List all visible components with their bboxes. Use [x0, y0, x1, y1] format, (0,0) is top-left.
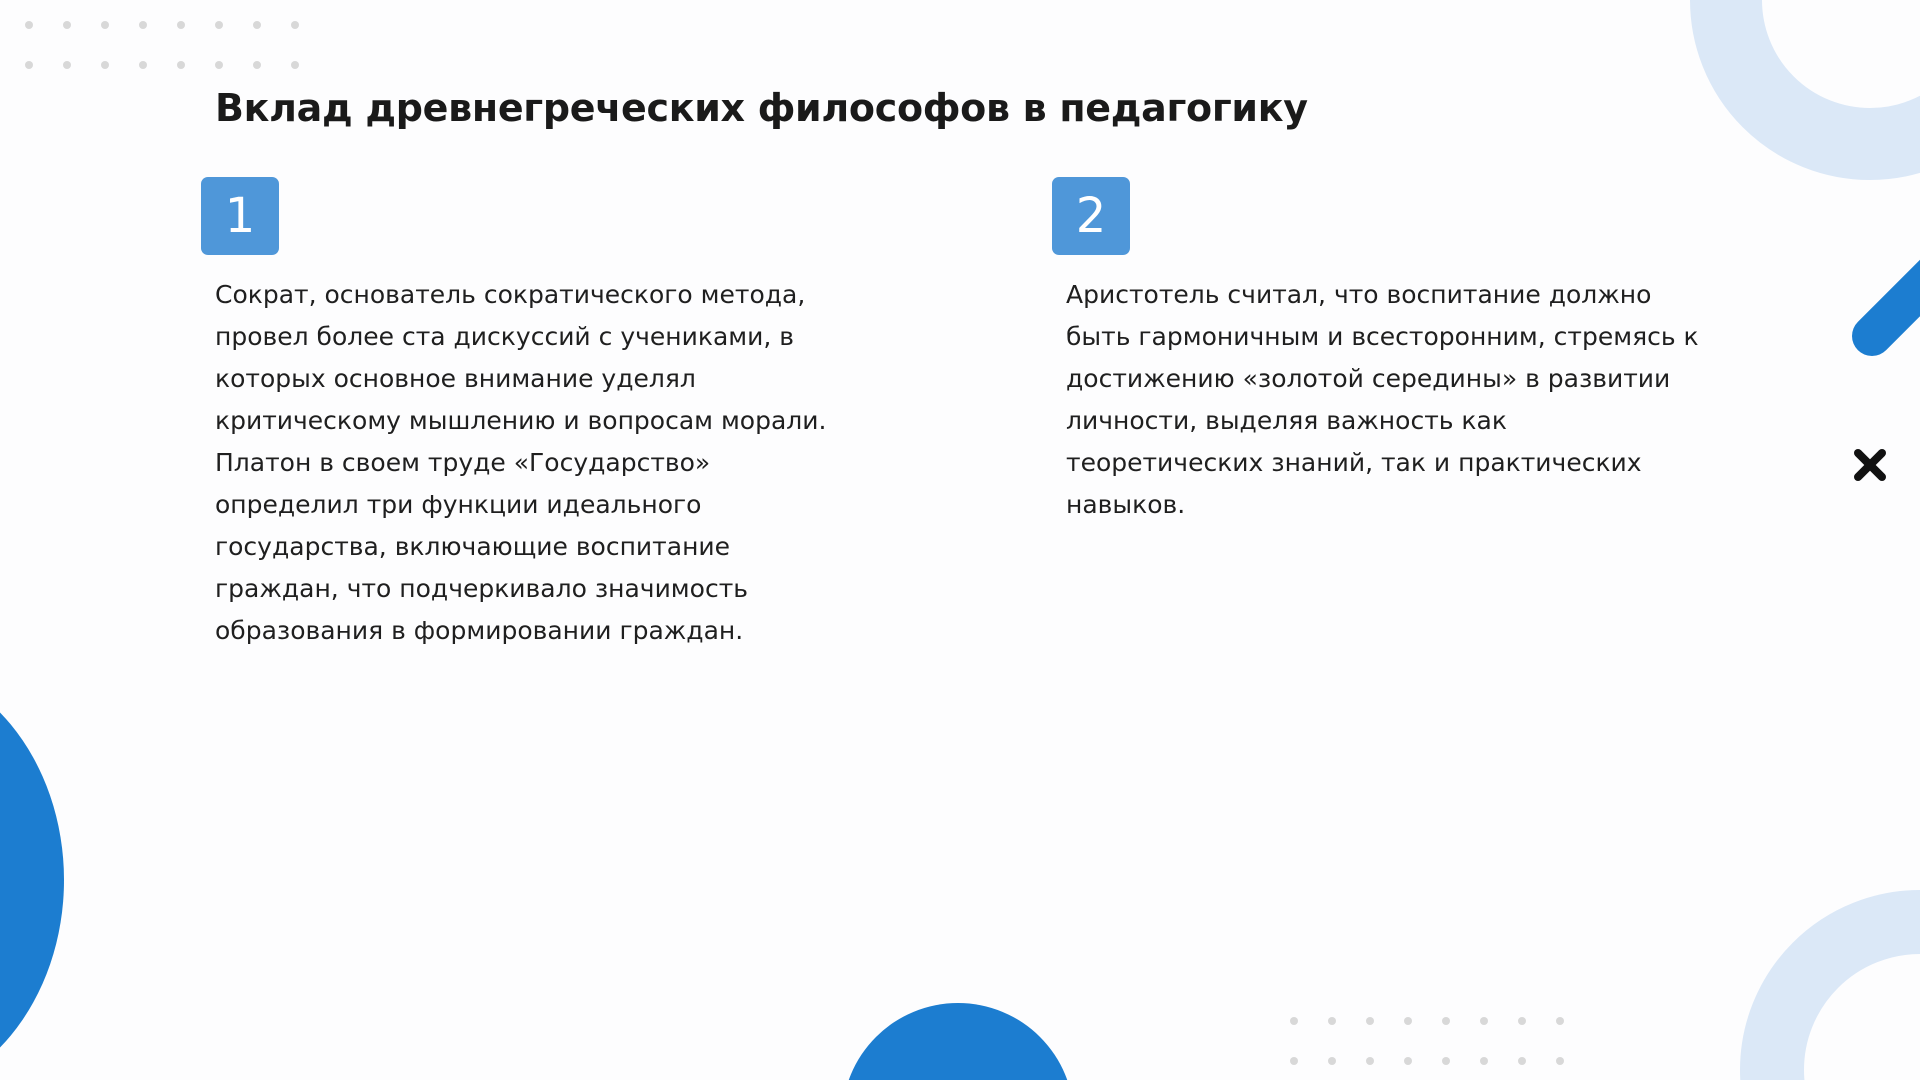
- decorative-circle-left: [0, 660, 64, 1080]
- paragraph-1: Сократ, основатель сократического метода, провел более ста дискуссий с учениками, в которых основное внимание уделял критическому мышлению и вопросам морали. Платон в своем труде «Государство» определил три функции идеального государства, включающие воспитание граждан, что подчеркивало значимость образования в формировании граждан.: [215, 280, 827, 645]
- paragraph-2: Аристотель считал, что воспитание должно быть гармоничным и всесторонним, стремясь к достижению «золотой середины» в развитии личности, выделяя важность как теоретических знаний, так и практических навыков.: [1066, 280, 1699, 519]
- slide-title: Вклад древнегреческих философов в педагогику: [215, 86, 1308, 130]
- decorative-ring-top-right: [1690, 0, 1920, 180]
- close-icon: [1852, 447, 1888, 483]
- number-badge-1: 1: [201, 177, 279, 255]
- decorative-circle-bottom: [842, 1003, 1074, 1080]
- decorative-ring-bottom-right: [1740, 890, 1920, 1080]
- decorative-diagonal-stroke: [1844, 230, 1920, 364]
- decorative-dot-grid-bottom: [1290, 1017, 1564, 1065]
- decorative-dot-grid-top: [25, 21, 299, 69]
- number-badge-2: 2: [1052, 177, 1130, 255]
